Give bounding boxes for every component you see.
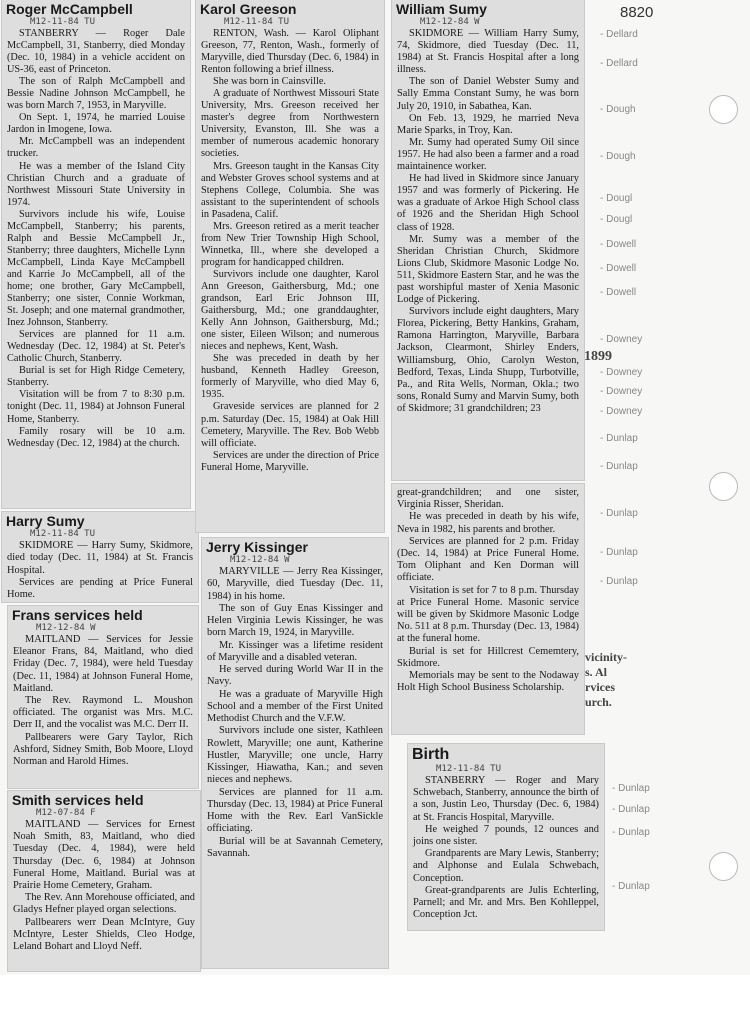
handwritten-date: M12-12-84 W: [230, 555, 290, 565]
handwritten-date: M12-11-84 TU: [30, 17, 96, 27]
paragraph: STANBERRY — Roger Dale McCampbell, 31, Stanberry, died Monday (Dec. 10, 1984) in a vehicle accident on US-36, east of Princeton.: [7, 28, 185, 76]
bleed-text: - Dunlap: [612, 827, 650, 838]
clipping-title: Karol Greeson: [200, 1, 297, 17]
scan-bottom-margin: [0, 975, 750, 1033]
paragraph: The Rev. Ann Morehouse officiated, and Gladys Hefner played organ selections.: [13, 892, 195, 916]
bleed-text: rvices: [585, 680, 615, 694]
bleed-text: - Dougl: [600, 214, 633, 225]
paragraph: Great-grandparents are Julis Echterling, Parnell; and Mr. and Mrs. Ben Kohlleppel, Conception Jct.: [413, 884, 599, 921]
paragraph: Burial is set for Hillcrest Cememtery, Skidmore.: [397, 645, 579, 669]
bleed-text: - Dellard: [600, 29, 638, 40]
paragraph: Mr. Kissinger was a lifetime resident of Maryville and a disabled veteran.: [207, 639, 383, 663]
bleed-text: - Dunlap: [600, 576, 638, 587]
clipping-body: [202, 565, 388, 860]
clipping-title: Jerry Kissinger: [206, 539, 308, 555]
paragraph: MAITLAND — Services for Jessie Eleanor Frans, 84, Maitland, who died Friday (Dec. 7, 1984), were held Tuesday (Dec. 11, 1984) at Johnson Funeral Home, Maitland.: [13, 634, 193, 694]
bleed-text: - Dunlap: [600, 461, 638, 472]
paragraph: SKIDMORE — Harry Sumy, Skidmore, died today (Dec. 11, 1984) at St. Francis Hospital.: [7, 540, 193, 576]
paragraph: Grandparents are Mary Lewis, Stanberry; and Alphonse and Eulala Schwebach, Conception.: [413, 848, 599, 884]
paragraph: Mrs. Greeson retired as a merit teacher from New Trier Township High School, Winnetka, Ill., where she developed a program for handicapped children.: [201, 220, 379, 268]
bleed-text: - Dowell: [600, 239, 637, 250]
clipping-greeson: [196, 0, 384, 532]
clipping-birth: [408, 744, 604, 930]
clipping-william-sumy-continued: [392, 484, 584, 734]
bleed-text: - Dunlap: [600, 508, 638, 519]
clipping-smith: [8, 791, 200, 971]
bleed-year: 1899: [584, 349, 612, 364]
paragraph: She was born in Cainsville.: [213, 76, 326, 88]
bleed-text: - Dowell: [600, 263, 637, 274]
paragraph: Survivors include one daughter, Karol Ann Greeson, Gaithersburg, Md.; one grandson, Earl Eric Johnson III, Gaithersburg, Md.; one granddaughter, Kelly Ann Johnson, Gaithersburg, Md.; one sister, Eileen Wilson; and numerous nieces and nephews, Kent, Wash.: [201, 268, 379, 353]
paragraph: Mr. Sumy had operated Sumy Oil since 1957. He had also been a farmer and a road maintainence worker.: [397, 136, 579, 173]
clipping-william-sumy: [392, 0, 584, 480]
paragraph: Services are under the direction of Price Funeral Home, Maryville.: [201, 449, 379, 473]
bleed-text: - Dunlap: [612, 783, 650, 794]
paragraph: MARYVILLE — Jerry Rea Kissinger, 60, Maryville, died Tuesday (Dec. 11, 1984) in his home.: [207, 566, 383, 602]
clipping-frans: [8, 606, 198, 788]
clipping-body: [8, 818, 200, 953]
clipping-title: Roger McCampbell: [6, 1, 133, 17]
paragraph: Pallbearers were Gary Taylor, Rich Ashford, Sidney Smith, Bob Moore, Lloyd Norman and Harold Himes.: [13, 731, 193, 768]
paragraph: Services are planned for 2 p.m. Friday (Dec. 14, 1984) at Price Funeral Home. Tom Oliphant and Ken Dorman will officiate.: [397, 535, 579, 584]
paragraph: He was a member of the Island City Christian Church and a graduate of Northwest Missouri State University in 1974.: [7, 160, 185, 208]
clipping-title: Birth: [412, 746, 450, 763]
paragraph: He weighed 7 pounds, 12 ounces and joins one sister.: [413, 823, 599, 848]
paragraph: RENTON, Wash. — Karol Oliphant Greeson, 77, Renton, Wash., formerly of Maryville, died Thursday (Dec. 6, 1984) in Renton following a brief illness.: [201, 28, 379, 76]
paragraph: On Sept. 1, 1974, he married Louise Jardon in Imogene, Iowa.: [7, 112, 185, 136]
paragraph: Mr. Sumy was a member of the Sheridan Christian Church, Skidmore Lions Club, Skidmore Masonic Lodge No. 511, Skidmore Eastern Star, and he was the past worshipful master of Xenia Masonic Lodge of Pickering.: [397, 233, 579, 306]
paragraph: Survivors include one sister, Kathleen Rowlett, Maryville; one aunt, Katherine Hustler, Maryville; one uncle, Harry Kissinger, Hiawatha, Kan.; and seven nieces and nephews.: [207, 725, 383, 786]
paragraph: Family rosary will be 10 a.m. Wednesday (Dec. 12, 1984) at the church.: [7, 425, 185, 449]
clipping-body: [392, 484, 584, 694]
paragraph: The son of Ralph McCampbell and Bessie Nadine Johnson McCampbell, he was born March 7, 1953, in Maryville.: [7, 76, 185, 112]
paragraph: MAITLAND — Services for Ernest Noah Smith, 83, Maitland, who died Tuesday (Dec. 4, 1984), were held Thursday (Dec. 6, 1984) at Johnson Funeral Home, Maitland. Burial was at Prairie Home Cemetery, Graham.: [13, 819, 195, 892]
clipping-body: [2, 539, 198, 602]
bleed-text: - Dunlap: [612, 804, 650, 815]
clipping-body: [408, 774, 604, 921]
paragraph: Pallbearers werr Dean McIntyre, Guy McIntyre, Lester Shields, Cleo Hodge, Leland Bohart and Lloyd Neff.: [13, 916, 195, 953]
paragraph: Services are planned for 11 a.m. Thursday (Dec. 13, 1984) at Price Funeral Home with the Rev. Earl VanSickle officiating.: [207, 786, 383, 835]
paragraph: He was a graduate of Maryville High School and a member of the First United Methodist Church and the V.F.W.: [207, 688, 383, 724]
clipping-title: Smith services held: [12, 792, 144, 808]
paragraph: Burial will be at Savannah Cemetery, Savannah.: [207, 835, 383, 859]
clipping-title: William Sumy: [396, 1, 487, 17]
bleed-text: vicinity-: [585, 650, 627, 664]
clipping-body: [196, 27, 384, 474]
bleed-text: - Dellard: [600, 58, 638, 69]
handwritten-date: M12-12-84 W: [420, 17, 480, 27]
paragraph: Mrs. Greeson taught in the Kansas City and Webster Groves school systems and at Stephens College, Columbia. She was assistant to the superintendent of schools in Pasadena, Calif.: [201, 160, 379, 220]
paragraph: On Feb. 13, 1929, he married Neva Marie Sparks, in Troy, Kan.: [397, 112, 579, 136]
paragraph: The son of Daniel Webster Sumy and Sally Emma Constant Sumy, he was born July 20, 1910, in Sabathea, Kan.: [397, 76, 579, 112]
paragraph: Survivors include eight daughters, Mary Florea, Pickering, Betty Hankins, Graham, Ramona Harrington, Maryville, Barbara Jackson, Clearmont, Shirley Enders, Williamsburg, Ohio, Carolyn Weston, Bedford, Texas, Linda Shupp, Turbotville, Pa., and Rita Wells, Norman, Okla.; two sons, Ronald Sumy and Marvin Sumy, both of Skidmore; 31 grandchildren; 23: [397, 306, 579, 414]
bleed-text: - Dough: [600, 104, 636, 115]
handwritten-date: M12-11-84 TU: [30, 529, 96, 539]
clipping-body: [8, 633, 198, 768]
clipping-harry-sumy: [2, 512, 198, 602]
paragraph: He had lived in Skidmore since January 1957 and was formerly of Pickering. He was a graduate of Arkoe High School class of 1926 and the Sheridan High School class of 1928.: [397, 173, 579, 233]
bleed-text: - Downey: [600, 367, 643, 378]
paragraph: A graduate of Northwest Missouri State University, Mrs. Greeson received her master's degree from Northwestern University, Evanston, Ill. She was a member of numerous academic honorary societies.: [201, 88, 379, 160]
bleed-text: - Dunlap: [612, 881, 650, 892]
handwritten-date: M12-11-84 TU: [436, 764, 502, 774]
punch-hole: [709, 472, 738, 501]
paragraph: Services are pending at Price Funeral Home.: [7, 577, 193, 601]
paragraph: Visitation is set for 7 to 8 p.m. Thursday at Price Funeral Home. Masonic service will be given by Skidmore Masonic Lodge No. 511 at 8 p.m. Thursday (Dec. 13, 1984) at the funeral home.: [397, 584, 579, 645]
bleed-text: - Dunlap: [600, 433, 638, 444]
clipping-mccampbell: [2, 0, 190, 508]
paragraph: Mr. McCampbell was an independent trucker.: [7, 136, 185, 160]
paragraph: The son of Guy Enas Kissinger and Helen Virginia Lewis Kissinger, he was born March 19, 1924, in Maryville.: [207, 602, 383, 639]
paragraph: Graveside services are planned for 2 p.m. Saturday (Dec. 15, 1984) at Oak Hill Cemetery, Maryville. The Rev. Bob Webb will officiate.: [201, 401, 379, 449]
paragraph: He was preceded in death by his wife, Neva in 1982, his parents and brother.: [397, 511, 579, 535]
paragraph: Services are planned for 11 a.m. Wednesday (Dec. 12, 1984) at St. Peter's Catholic Church, Stanberry.: [7, 329, 185, 365]
bleed-text: - Dough: [600, 151, 636, 162]
paragraph: STANBERRY — Roger and Mary Schwebach, Stanberry, announce the birth of a son, Justin Leo, Thursday (Dec. 6, 1984) at St. Francis Hospital, Maryville.: [413, 775, 600, 823]
bleed-text: - Downey: [600, 406, 643, 417]
handwritten-date: M12-12-84 W: [36, 623, 96, 633]
bleed-text: - Downey: [600, 386, 643, 397]
paragraph: He served during World War II in the Navy.: [207, 664, 383, 688]
punch-hole: [709, 852, 738, 881]
paragraph: Survivors include his wife, Louise McCampbell, Stanberry; his parents, Ralph and Bessie McCampbell Jr., Stanberry; three daughters, Michelle Lynn McCampbell, Linda Kaye McCampbell and Karrie Jo McCampbell, all of the home; one brother, Gary McCampbell, Stanberry; one sister, Connie Workman, St. Joseph; and one maternal grandmother, Inez Johnson, Stanberry.: [7, 208, 185, 329]
bleed-text: s. Al: [585, 665, 608, 679]
handwritten-date: M12-07-84 F: [36, 808, 96, 818]
clipping-body: [392, 27, 584, 415]
bleed-text: - Dunlap: [600, 547, 638, 558]
bleed-text: urch.: [585, 695, 612, 709]
paragraph: Memorials may be sent to the Nodaway Holt High School Business Scholarship.: [397, 670, 579, 694]
paragraph: great-grandchildren; and one sister, Virginia Risser, Sheridan.: [397, 487, 579, 511]
paragraph: Burial is set for High Ridge Cemetery, Stanberry.: [7, 365, 185, 389]
clipping-body: [2, 27, 190, 450]
page-number: 8820: [620, 4, 654, 21]
handwritten-date: M12-11-84 TU: [224, 17, 290, 27]
clipping-title: Frans services held: [12, 607, 143, 623]
paragraph: She was preceded in death by her husband, Kenneth Hadley Greeson, formerly of Maryville, who died May 6, 1935.: [201, 353, 379, 401]
clipping-title: Harry Sumy: [6, 513, 85, 529]
paragraph: The Rev. Raymond L. Moushon officiated. The organist was Mrs. M.C. Derr II, and the vocalist was M.C. Derr II.: [13, 695, 193, 731]
bleed-text: - Downey: [600, 334, 643, 345]
paragraph: Visitation will be from 7 to 8:30 p.m. tonight (Dec. 11, 1984) at Johnson Funeral Home, Stanberry.: [7, 389, 185, 425]
punch-hole: [709, 95, 738, 124]
bleed-text: - Dowell: [600, 287, 637, 298]
paragraph: SKIDMORE — William Harry Sumy, 74, Skidmore, died Tuesday (Dec. 11, 1984) at St. Francis Hospital after a long illness.: [397, 28, 579, 76]
clipping-kissinger: [202, 538, 388, 968]
bleed-text: - Dougl: [600, 193, 633, 204]
